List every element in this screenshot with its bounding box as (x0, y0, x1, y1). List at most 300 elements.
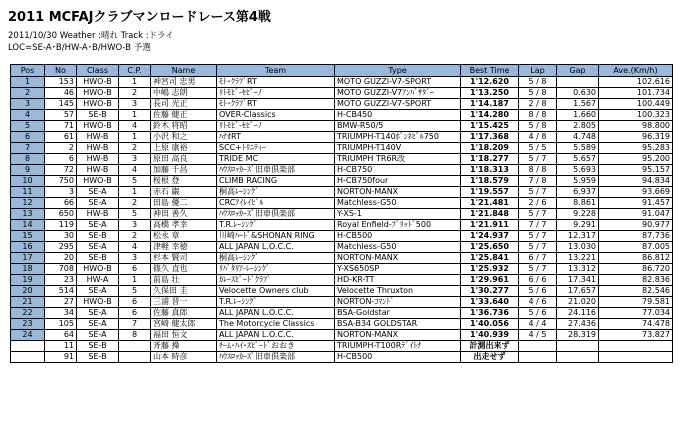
cell-lap: 5 / 8 (519, 77, 557, 88)
cell-pos: 20 (11, 286, 45, 297)
cell-type: HD-KR-TT (335, 275, 461, 286)
cell-name: 佐藤 健正 (151, 110, 217, 121)
cell-pos: 15 (11, 231, 45, 242)
cell-name: 長司 光正 (151, 99, 217, 110)
cell-ave: 86.812 (599, 253, 673, 264)
cell-gap: 17.657 (557, 286, 599, 297)
cell-cp: 1 (119, 77, 151, 88)
cell-no: 145 (45, 99, 77, 110)
cell-cp: 6 (119, 297, 151, 308)
cell-class: HW-B (77, 154, 119, 165)
table-row (11, 308, 673, 319)
cell-pos: 16 (11, 242, 45, 253)
cell-class: HW-B (77, 165, 119, 176)
col-header-class: Class (77, 65, 119, 77)
cell-pos: 6 (11, 132, 45, 143)
cell-class: HWO-B (77, 121, 119, 132)
cell-class: SE-A (77, 308, 119, 319)
cell-type: H-CB750 (335, 165, 461, 176)
cell-no: 514 (45, 286, 77, 297)
cell-team: Velocette Owners club (217, 286, 335, 297)
cell-pos: 12 (11, 198, 45, 209)
cell-team: 川崎ﾊｰﾄﾞ&SHONAN RING (217, 231, 335, 242)
table-row (11, 341, 673, 352)
cell-gap (557, 341, 599, 352)
table-row (11, 220, 673, 231)
cell-ave: 77.034 (599, 308, 673, 319)
cell-name: 小沢 和之 (151, 132, 217, 143)
cell-ave: 94.834 (599, 176, 673, 187)
cell-gap: 27.436 (557, 319, 599, 330)
cell-best-time: 1'25.650 (461, 242, 519, 253)
cell-pos: 13 (11, 209, 45, 220)
cell-gap: 5.959 (557, 176, 599, 187)
cell-type: BSA-B34 GOLDSTAR (335, 319, 461, 330)
cell-lap: 5 / 6 (519, 308, 557, 319)
cell-name: 山本 時彦 (151, 352, 217, 363)
col-header-type: Type (335, 65, 461, 77)
cell-best-time: 1'14.187 (461, 99, 519, 110)
table-row (11, 275, 673, 286)
cell-team: ﾊﾅｵRT (217, 132, 335, 143)
cell-best-time: 1'14.280 (461, 110, 519, 121)
cell-ave: 74.478 (599, 319, 673, 330)
cell-type: NORTON-MANX (335, 330, 461, 341)
cell-team: CRCｱｲﾚｲﾋﾞﾙ (217, 198, 335, 209)
cell-gap: 9.228 (557, 209, 599, 220)
cell-gap: 9.291 (557, 220, 599, 231)
cell-type: Matchless-G50 (335, 242, 461, 253)
cell-class: SE-B (77, 110, 119, 121)
cell-cp: 5 (119, 209, 151, 220)
cell-team: 桐高ﾚｰｼﾝｸﾞ (217, 253, 335, 264)
cell-ave: 86.720 (599, 264, 673, 275)
cell-best-time: 1'21.911 (461, 220, 519, 231)
cell-cp: 2 (119, 143, 151, 154)
cell-name: 神宮司 忠男 (151, 77, 217, 88)
cell-lap: 5 / 7 (519, 154, 557, 165)
cell-name: 中嶋 志朗 (151, 88, 217, 99)
table-row (11, 198, 673, 209)
cell-no: 91 (45, 352, 77, 363)
cell-class: HWO-B (77, 264, 119, 275)
cell-class: SE-B (77, 231, 119, 242)
table-row (11, 110, 673, 121)
cell-cp: 3 (119, 220, 151, 231)
cell-pos: 10 (11, 176, 45, 187)
cell-gap: 5.657 (557, 154, 599, 165)
cell-cp: 2 (119, 198, 151, 209)
cell-pos: 22 (11, 308, 45, 319)
cell-pos (11, 341, 45, 352)
cell-gap: 21.020 (557, 297, 599, 308)
table-row (11, 121, 673, 132)
cell-type: H-CB500 (335, 352, 461, 363)
table-row (11, 253, 673, 264)
cell-lap: 4 / 5 (519, 330, 557, 341)
cell-pos: 14 (11, 220, 45, 231)
cell-type: Velocette Thruxton (335, 286, 461, 297)
cell-name: 神田 善久 (151, 209, 217, 220)
cell-best-time: 1'29.961 (461, 275, 519, 286)
cell-best-time: 1'18.277 (461, 154, 519, 165)
cell-pos: 4 (11, 110, 45, 121)
cell-type: MOTO GUZZI-V7-SPORT (335, 99, 461, 110)
cell-cp: 4 (119, 165, 151, 176)
cell-name: 上原 康裕 (151, 143, 217, 154)
cell-ave: 95.200 (599, 154, 673, 165)
cell-gap: 5.693 (557, 165, 599, 176)
table-row (11, 264, 673, 275)
cell-no: 2 (45, 143, 77, 154)
cell-ave (599, 352, 673, 363)
cell-class: HWO-B (77, 176, 119, 187)
cell-no: 66 (45, 198, 77, 209)
cell-lap: 5 / 7 (519, 187, 557, 198)
cell-no: 708 (45, 264, 77, 275)
cell-best-time: 1'18.579 (461, 176, 519, 187)
cell-best-time: 出走せず (461, 352, 519, 363)
cell-pos: 19 (11, 275, 45, 286)
cell-type: BMW-R50/5 (335, 121, 461, 132)
cell-lap: 2 / 8 (519, 99, 557, 110)
cell-lap: 5 / 7 (519, 264, 557, 275)
cell-cp: 6 (119, 264, 151, 275)
cell-no: 119 (45, 220, 77, 231)
cell-cp: 6 (119, 308, 151, 319)
cell-name: 佐藤 真郎 (151, 308, 217, 319)
cell-type: H-CB750four (335, 176, 461, 187)
cell-name: 前島 壮 (151, 275, 217, 286)
cell-name: 杉本 賢司 (151, 253, 217, 264)
table-row (11, 297, 673, 308)
cell-class: HWO-B (77, 77, 119, 88)
cell-class: HWO-B (77, 297, 119, 308)
table-row (11, 165, 673, 176)
cell-class: HW-B (77, 143, 119, 154)
cell-best-time: 1'12.620 (461, 77, 519, 88)
cell-team: ﾘﾊﾞﾀﾘｱ-ﾚｰｼﾝｸﾞ (217, 264, 335, 275)
cell-name: 松永 章 (151, 231, 217, 242)
cell-best-time: 1'19.557 (461, 187, 519, 198)
cell-gap: 13.312 (557, 264, 599, 275)
cell-class: HWO-B (77, 99, 119, 110)
cell-ave: 91.457 (599, 198, 673, 209)
cell-name: 原田 高良 (151, 154, 217, 165)
cell-ave: 82.836 (599, 275, 673, 286)
cell-ave: 100.323 (599, 110, 673, 121)
cell-lap: 2 / 6 (519, 198, 557, 209)
table-row (11, 154, 673, 165)
cell-type: H-CB450 (335, 110, 461, 121)
cell-no: 650 (45, 209, 77, 220)
cell-cp: 1 (119, 275, 151, 286)
cell-cp: 1 (119, 132, 151, 143)
cell-team: OVER-Classics (217, 110, 335, 121)
cell-type: MOTO GUZZI-V7ｱﾝﾊﾞｻﾀﾞｰ (335, 88, 461, 99)
col-header-team: Team (217, 65, 335, 77)
cell-lap: 5 / 7 (519, 242, 557, 253)
cell-pos: 24 (11, 330, 45, 341)
cell-ave: 101.734 (599, 88, 673, 99)
cell-no: 295 (45, 242, 77, 253)
cell-cp: 4 (119, 242, 151, 253)
cell-type: Y-XS-1 (335, 209, 461, 220)
header-row (11, 65, 673, 77)
cell-class: SE-A (77, 319, 119, 330)
cell-cp: 1 (119, 187, 151, 198)
cell-cp: 2 (119, 88, 151, 99)
cell-cp: 7 (119, 319, 151, 330)
cell-cp: 1 (119, 110, 151, 121)
col-header-pos: Pos (11, 65, 45, 77)
cell-team: ﾓﾄ･ｸﾗﾌﾞRT (217, 99, 335, 110)
cell-pos: 7 (11, 143, 45, 154)
cell-no: 3 (45, 187, 77, 198)
cell-best-time: 1'21.481 (461, 198, 519, 209)
cell-name: 桜根 登 (151, 176, 217, 187)
cell-type: NORTON-MANX (335, 187, 461, 198)
cell-no: 6 (45, 154, 77, 165)
cell-name: 津軽 幸徳 (151, 242, 217, 253)
cell-lap: 7 / 7 (519, 220, 557, 231)
cell-type: TRIUMPH TR6R改 (335, 154, 461, 165)
cell-gap: 17.341 (557, 275, 599, 286)
cell-name: 加藤 千昌 (151, 165, 217, 176)
cell-type: TRIUMPH-T100Rﾃﾞｲﾄﾅ (335, 341, 461, 352)
cell-class: SE-A (77, 242, 119, 253)
cell-no: 34 (45, 308, 77, 319)
cell-cp: 3 (119, 154, 151, 165)
session-info: LOC=SE-A･B/HW-A･B/HWO-B 予選 (8, 43, 151, 53)
cell-pos: 8 (11, 154, 45, 165)
cell-type: TRIUMPH-T140ﾎﾞﾝﾈﾋﾞﾙ750 (335, 132, 461, 143)
cell-gap: 13.221 (557, 253, 599, 264)
table-row (11, 330, 673, 341)
cell-name: 久保田 圭 (151, 286, 217, 297)
cell-lap: 8 / 8 (519, 110, 557, 121)
cell-class: HW-B (77, 209, 119, 220)
cell-team: ﾘﾄﾓﾋﾞ-ｾﾋﾞｰﾉ (217, 121, 335, 132)
cell-lap: 7 / 8 (519, 176, 557, 187)
cell-best-time: 1'17.368 (461, 132, 519, 143)
cell-class: HW-B (77, 132, 119, 143)
col-header-best-time: Best Time (461, 65, 519, 77)
col-header-gap: Gap (557, 65, 599, 77)
cell-team: ｶﾚｰｽﾋﾟｰﾄﾞｸﾗﾌﾞ (217, 275, 335, 286)
col-header-ave: Ave.(Km/h) (599, 65, 673, 77)
table-row (11, 209, 673, 220)
col-header-name: Name (151, 65, 217, 77)
cell-type: Y-XS650SP (335, 264, 461, 275)
cell-best-time: 1'25.932 (461, 264, 519, 275)
cell-type: Royal Enfield-ﾌﾞﾘｯﾄﾞ500 (335, 220, 461, 231)
cell-name: 福田 恒文 (151, 330, 217, 341)
cell-class: SE-B (77, 253, 119, 264)
cell-ave: 79.581 (599, 297, 673, 308)
cell-lap (519, 352, 557, 363)
cell-cp: 2 (119, 231, 151, 242)
cell-gap: 5.589 (557, 143, 599, 154)
cell-team: ﾊｳｽﾛｯｶｰｽﾞ旧車倶楽部 (217, 165, 335, 176)
cell-ave: 95.157 (599, 165, 673, 176)
cell-name: 赤石 巌 (151, 187, 217, 198)
table-row (11, 231, 673, 242)
cell-type: MOTO GUZZI-V7-SPORT (335, 77, 461, 88)
cell-ave: 87.736 (599, 231, 673, 242)
cell-no: 46 (45, 88, 77, 99)
cell-pos: 11 (11, 187, 45, 198)
cell-class: SE-A (77, 187, 119, 198)
cell-class: SE-A (77, 330, 119, 341)
cell-name: 宮崎 健太郎 (151, 319, 217, 330)
cell-lap: 4 / 4 (519, 319, 557, 330)
cell-ave: 91.047 (599, 209, 673, 220)
cell-ave: 93.669 (599, 187, 673, 198)
cell-gap (557, 77, 599, 88)
cell-lap: 5 / 7 (519, 231, 557, 242)
cell-type: NORTON-ｺﾏﾝﾄﾞ (335, 297, 461, 308)
cell-gap: 1.567 (557, 99, 599, 110)
cell-class: SE-A (77, 220, 119, 231)
cell-team: ALL JAPAN L.O.C.C. (217, 242, 335, 253)
cell-best-time: 計測出来ず (461, 341, 519, 352)
cell-best-time: 1'13.250 (461, 88, 519, 99)
col-header-no: No (45, 65, 77, 77)
cell-lap: 6 / 6 (519, 275, 557, 286)
cell-gap: 1.660 (557, 110, 599, 121)
table-row (11, 143, 673, 154)
cell-team: T.R.ﾚｰｼﾝｸﾞ (217, 220, 335, 231)
cell-ave: 98.800 (599, 121, 673, 132)
cell-lap: 5 / 5 (519, 143, 557, 154)
cell-no: 11 (45, 341, 77, 352)
cell-class: SE-B (77, 341, 119, 352)
table-row (11, 176, 673, 187)
cell-pos: 23 (11, 319, 45, 330)
cell-cp (119, 341, 151, 352)
cell-pos: 17 (11, 253, 45, 264)
results-table (10, 64, 673, 363)
cell-no: 153 (45, 77, 77, 88)
cell-no: 72 (45, 165, 77, 176)
cell-lap: 4 / 6 (519, 297, 557, 308)
cell-ave: 95.283 (599, 143, 673, 154)
cell-lap (519, 341, 557, 352)
cell-class: HW-A (77, 275, 119, 286)
cell-team: SCC+ﾄﾘﾆﾃｨｰ (217, 143, 335, 154)
cell-team: TRIDE MC (217, 154, 335, 165)
cell-ave: 82.546 (599, 286, 673, 297)
cell-lap: 5 / 8 (519, 88, 557, 99)
cell-team: T.R.ﾚｰｼﾝｸﾞ (217, 297, 335, 308)
cell-lap: 6 / 7 (519, 253, 557, 264)
cell-team: ALL JAPAN L.O.C.C. (217, 330, 335, 341)
cell-team: ALL JAPAN L.O.C.C. (217, 308, 335, 319)
cell-pos: 9 (11, 165, 45, 176)
cell-cp: 3 (119, 253, 151, 264)
cell-gap: 13.030 (557, 242, 599, 253)
cell-ave: 87.005 (599, 242, 673, 253)
cell-best-time: 1'25.841 (461, 253, 519, 264)
cell-cp: 3 (119, 99, 151, 110)
cell-gap (557, 352, 599, 363)
cell-best-time: 1'18.313 (461, 165, 519, 176)
cell-team: CLIMB RACING (217, 176, 335, 187)
table-row (11, 286, 673, 297)
cell-name: 田島 優二 (151, 198, 217, 209)
cell-ave: 100.449 (599, 99, 673, 110)
cell-gap: 24.116 (557, 308, 599, 319)
cell-pos: 18 (11, 264, 45, 275)
cell-no: 23 (45, 275, 77, 286)
cell-best-time: 1'40.056 (461, 319, 519, 330)
cell-class: HWO-B (77, 88, 119, 99)
cell-lap: 8 / 8 (519, 165, 557, 176)
cell-cp: 4 (119, 121, 151, 132)
cell-cp: 8 (119, 330, 151, 341)
cell-gap: 4.748 (557, 132, 599, 143)
race-conditions: 2011/10/30 Weather :晴れ Track :ドライ (8, 31, 174, 41)
cell-gap: 6.937 (557, 187, 599, 198)
col-header-lap: Lap (519, 65, 557, 77)
cell-best-time: 1'33.640 (461, 297, 519, 308)
table-row (11, 242, 673, 253)
cell-gap: 28.319 (557, 330, 599, 341)
col-header-cp: C.P. (119, 65, 151, 77)
cell-ave: 96.319 (599, 132, 673, 143)
table-row (11, 77, 673, 88)
cell-type: Matchless-G50 (335, 198, 461, 209)
cell-name: 高橋 孝幸 (151, 220, 217, 231)
cell-pos: 1 (11, 77, 45, 88)
results-body (11, 77, 673, 363)
cell-no: 71 (45, 121, 77, 132)
cell-name: 鈴木 将昭 (151, 121, 217, 132)
cell-pos: 5 (11, 121, 45, 132)
cell-team: ﾓﾄ･ｸﾗﾌﾞRT (217, 77, 335, 88)
cell-pos: 21 (11, 297, 45, 308)
table-row (11, 352, 673, 363)
cell-cp (119, 352, 151, 363)
cell-gap: 0.630 (557, 88, 599, 99)
table-row (11, 187, 673, 198)
cell-team: ﾁｰﾑ･ﾊｲ･ｽﾋﾟｰﾄﾞおおき (217, 341, 335, 352)
cell-class: SE-A (77, 198, 119, 209)
cell-ave: 90.977 (599, 220, 673, 231)
cell-pos: 3 (11, 99, 45, 110)
cell-ave: 102.616 (599, 77, 673, 88)
cell-class: SE-B (77, 352, 119, 363)
cell-best-time: 1'21.848 (461, 209, 519, 220)
cell-best-time: 1'40.939 (461, 330, 519, 341)
table-row (11, 99, 673, 110)
cell-lap: 4 / 8 (519, 132, 557, 143)
cell-best-time: 1'24.937 (461, 231, 519, 242)
page-title: 2011 MCFAJクラブマンロードレース第4戦 (8, 10, 271, 25)
table-row (11, 319, 673, 330)
cell-team: ﾊｳｽﾛｯｶｰｽﾞ旧車倶楽部 (217, 209, 335, 220)
cell-team: The Motorcycle Classics (217, 319, 335, 330)
cell-no: 57 (45, 110, 77, 121)
cell-type: TRIUMPH-T140V (335, 143, 461, 154)
cell-gap: 8.861 (557, 198, 599, 209)
cell-best-time: 1'18.209 (461, 143, 519, 154)
cell-no: 64 (45, 330, 77, 341)
cell-team: 桐高ﾚｰｼﾝｸﾞ (217, 187, 335, 198)
cell-lap: 5 / 6 (519, 286, 557, 297)
cell-lap: 5 / 8 (519, 121, 557, 132)
